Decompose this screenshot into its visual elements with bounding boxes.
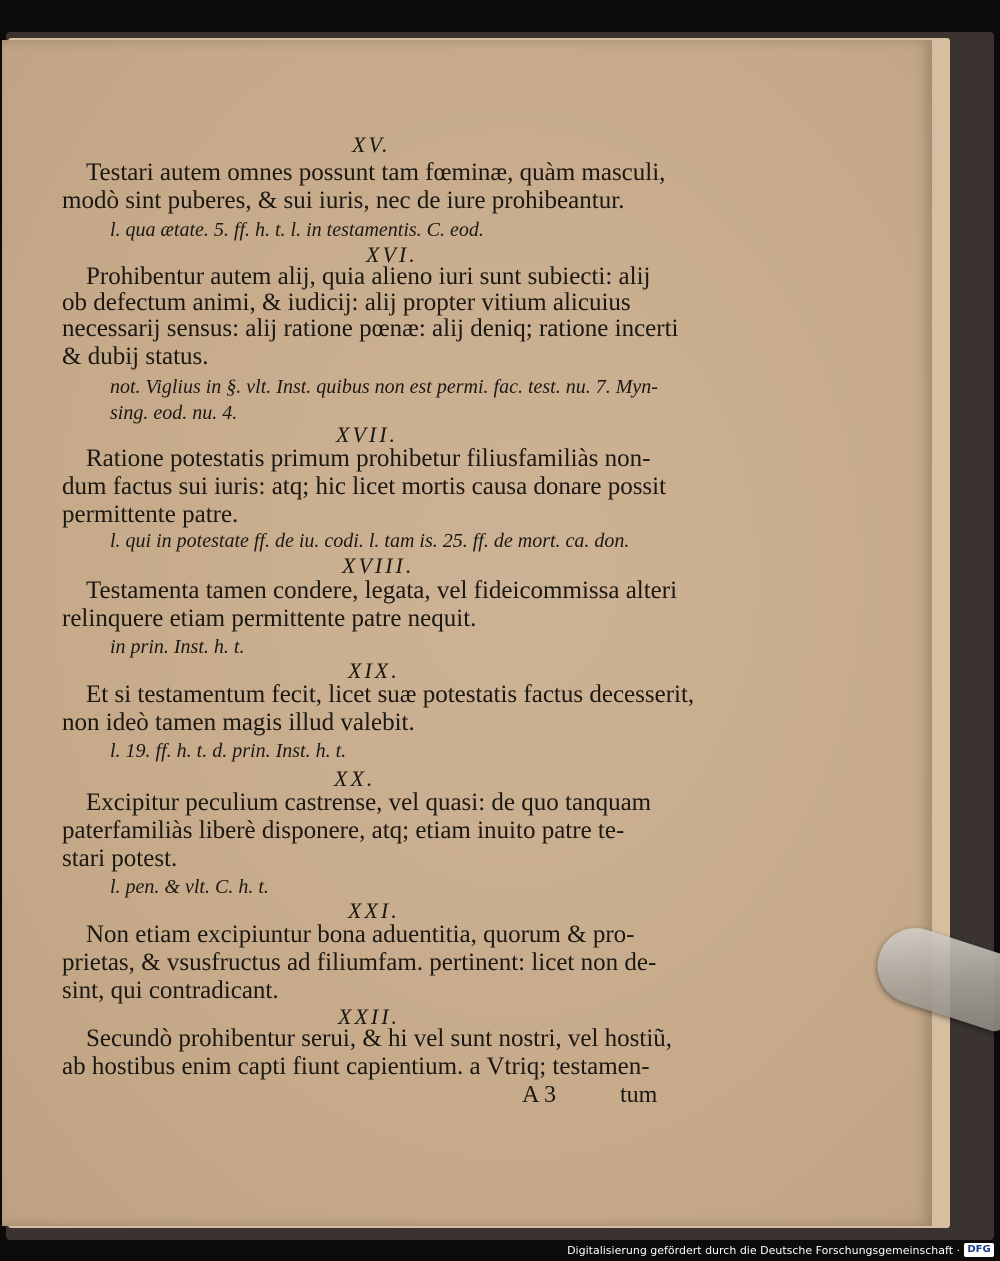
section-heading: XVIII. (342, 553, 415, 578)
page-text (2, 40, 932, 1226)
signature-mark: A 3 (522, 1082, 557, 1108)
text-line: Non etiam excipiuntur bona aduentitia, quorum & pro- (86, 921, 635, 948)
text-line: & dubij status. (62, 343, 209, 370)
text-line: Secundò prohibentur serui, & hi vel sunt nostri, vel hostiũ, (86, 1025, 673, 1052)
dfg-logo: DFG (964, 1243, 994, 1257)
text-line: paterfamiliàs liberè disponere, atq; etiam inuito patre te- (62, 817, 625, 844)
text-line: permittente patre. (62, 501, 239, 528)
section-heading: XVII. (336, 422, 399, 447)
text-line: sint, qui contradicant. (62, 977, 279, 1004)
section-heading: XXII. (338, 1004, 401, 1029)
citation: l. qui in potestate ff. de iu. codi. l. tam is. 25. ff. de mort. ca. don. (110, 530, 630, 552)
text-line: Testamenta tamen condere, legata, vel fideicommissa alteri (86, 577, 678, 604)
text-line: ab hostibus enim capti fiunt capientium. a Vtriq; testamen- (62, 1053, 650, 1080)
citation: l. pen. & vlt. C. h. t. (110, 876, 269, 898)
citation: l. qua ætate. 5. ff. h. t. l. in testamentis. C. eod. (110, 219, 484, 241)
section-heading: XXI. (348, 898, 400, 923)
citation: sing. eod. nu. 4. (110, 402, 238, 424)
text-line: Prohibentur autem alij, quia alieno iuri sunt subiecti: alij (86, 263, 651, 290)
text-line: prietas, & vsusfructus ad filiumfam. pertinent: licet non de- (62, 949, 657, 976)
section-heading: XX. (334, 766, 376, 791)
text-line: dum factus sui iuris: atq; hic licet mortis causa donare possit (62, 473, 667, 500)
section-heading: XV. (352, 132, 391, 157)
text-line: non ideò tamen magis illud valebit. (62, 709, 415, 736)
section-heading: XVI. (366, 242, 418, 267)
catchword: tum (620, 1082, 658, 1108)
text-line: ob defectum animi, & iudicij: alij propter vitium alicuius (62, 289, 631, 316)
footer-credit: Digitalisierung gefördert durch die Deutsche Forschungsgemeinschaft · (567, 1244, 960, 1257)
text-line: relinquere etiam permittente patre nequit. (62, 605, 477, 632)
text-line: Excipitur peculium castrense, vel quasi: de quo tanquam (86, 789, 652, 816)
text-line: Testari autem omnes possunt tam fœminæ, quàm masculi, (86, 159, 666, 186)
citation: in prin. Inst. h. t. (110, 636, 245, 658)
citation: l. 19. ff. h. t. d. prin. Inst. h. t. (110, 740, 347, 762)
text-line: Ratione potestatis primum prohibetur filiusfamiliàs non- (86, 445, 651, 472)
section-heading: XIX. (348, 658, 400, 683)
text-line: Et si testamentum fecit, licet suæ potestatis factus decesserit, (86, 681, 695, 708)
book-page (2, 40, 932, 1226)
text-line: stari potest. (62, 845, 178, 872)
citation: not. Viglius in §. vlt. Inst. quibus non est permi. fac. test. nu. 7. Myn- (110, 376, 658, 398)
text-line: modò sint puberes, & sui iuris, nec de iure prohibeantur. (62, 187, 625, 214)
text-line: necessarij sensus: alij ratione pœnæ: alij deniq; ratione incerti (62, 315, 679, 342)
